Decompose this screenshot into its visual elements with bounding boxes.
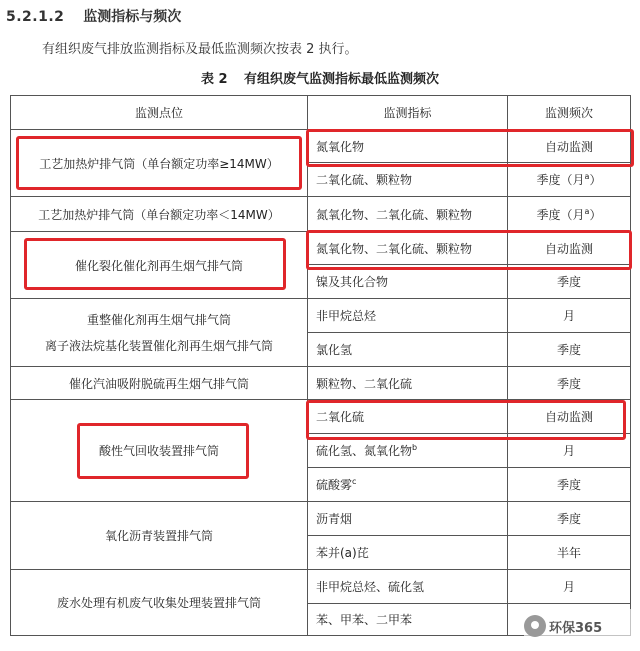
indicator-cell: 非甲烷总烃 [308, 299, 508, 333]
table-caption [0, 68, 640, 87]
indicator-cell: 氮氧化物、二氧化硫、颗粒物 [308, 232, 508, 265]
frequency-close: ） [589, 173, 602, 187]
frequency-cell: 季度 [508, 333, 631, 367]
frequency-cell: 月 [508, 299, 631, 333]
indicator-text: 硫酸雾 [316, 478, 353, 492]
point-line: 重整催化剂再生烟气排气筒 [86, 312, 231, 327]
header-monitoring-point: 监测点位 [11, 96, 308, 130]
header-indicator: 监测指标 [308, 96, 508, 130]
footnote-mark: a [584, 172, 590, 181]
table-row [11, 130, 631, 163]
table-row [11, 232, 631, 265]
watermark [524, 609, 636, 643]
indicator-cell: 镍及其化合物 [308, 265, 508, 299]
footnote-mark: a [584, 206, 590, 216]
indicator-cell: 苯、甲苯、二甲苯 [308, 604, 508, 636]
point-cell: 催化裂化催化剂再生烟气排气筒 [11, 232, 308, 299]
indicator-cell: 氯化氢 [308, 333, 508, 367]
footnote-mark: c [352, 477, 357, 486]
table-number: 表 2 [200, 72, 228, 87]
table-row [11, 502, 631, 536]
table-row [11, 197, 631, 232]
frequency-cell: 季度 [508, 265, 631, 299]
point-cell [11, 299, 308, 367]
indicator-cell [308, 434, 508, 468]
frequency-cell: 季度 [508, 468, 631, 502]
frequency-cell: 月 [508, 434, 631, 468]
indicator-cell: 颗粒物、二氧化硫 [308, 367, 508, 400]
point-cell: 氧化沥青装置排气筒 [11, 502, 308, 570]
monitoring-table [10, 95, 631, 636]
indicator-cell: 非甲烷总烃、硫化氢 [308, 570, 508, 604]
point-line: 离子液法烷基化装置催化剂再生烟气排气筒 [44, 338, 273, 353]
table-row [11, 367, 631, 400]
point-cell: 工艺加热炉排气筒（单台额定功率≥14MW） [11, 130, 308, 197]
section-heading [6, 6, 181, 26]
frequency-close: ） [589, 207, 602, 222]
point-cell: 废水处理有机废气收集处理装置排气筒 [11, 570, 308, 636]
indicator-cell: 氮氧化物、二氧化硫、颗粒物 [308, 197, 508, 232]
frequency-text: 季度（月 [536, 207, 585, 222]
table-header-row [11, 96, 631, 130]
intro-paragraph: 有组织废气排放监测指标及最低监测频次按表 2 执行。 [42, 42, 358, 57]
frequency-cell: 季度 [508, 502, 631, 536]
table-row [11, 299, 631, 333]
footnote-mark: b [412, 443, 418, 452]
table-title: 有组织废气监测指标最低监测频次 [244, 72, 440, 87]
watermark-text: 环保365 [549, 620, 603, 636]
indicator-cell: 二氧化硫 [308, 400, 508, 434]
table-row [11, 400, 631, 434]
indicator-cell: 苯并(a)芘 [308, 536, 508, 570]
frequency-cell: 自动监测 [508, 130, 631, 163]
frequency-cell: 半年 [508, 536, 631, 570]
frequency-cell: 月 [508, 570, 631, 604]
indicator-cell: 二氧化硫、颗粒物 [308, 163, 508, 197]
indicator-text: 硫化氢、氮氧化物 [316, 444, 413, 458]
point-cell: 酸性气回收装置排气筒 [11, 400, 308, 502]
frequency-cell: 自动监测 [508, 400, 631, 434]
frequency-text: 季度（月 [536, 173, 585, 187]
frequency-cell [508, 197, 631, 232]
indicator-cell: 沥青烟 [308, 502, 508, 536]
frequency-cell [508, 163, 631, 197]
point-cell: 催化汽油吸附脱硫再生烟气排气筒 [11, 367, 308, 400]
frequency-cell: 自动监测 [508, 232, 631, 265]
header-frequency: 监测频次 [508, 96, 631, 130]
section-number: 5.2.1.2 [6, 9, 65, 25]
indicator-cell: 氮氧化物 [308, 130, 508, 163]
wechat-icon [524, 615, 546, 637]
section-title: 监测指标与频次 [83, 9, 182, 25]
indicator-cell [308, 468, 508, 502]
frequency-cell: 季度 [508, 367, 631, 400]
table-row [11, 570, 631, 604]
point-cell: 工艺加热炉排气筒（单台额定功率＜14MW） [11, 197, 308, 232]
